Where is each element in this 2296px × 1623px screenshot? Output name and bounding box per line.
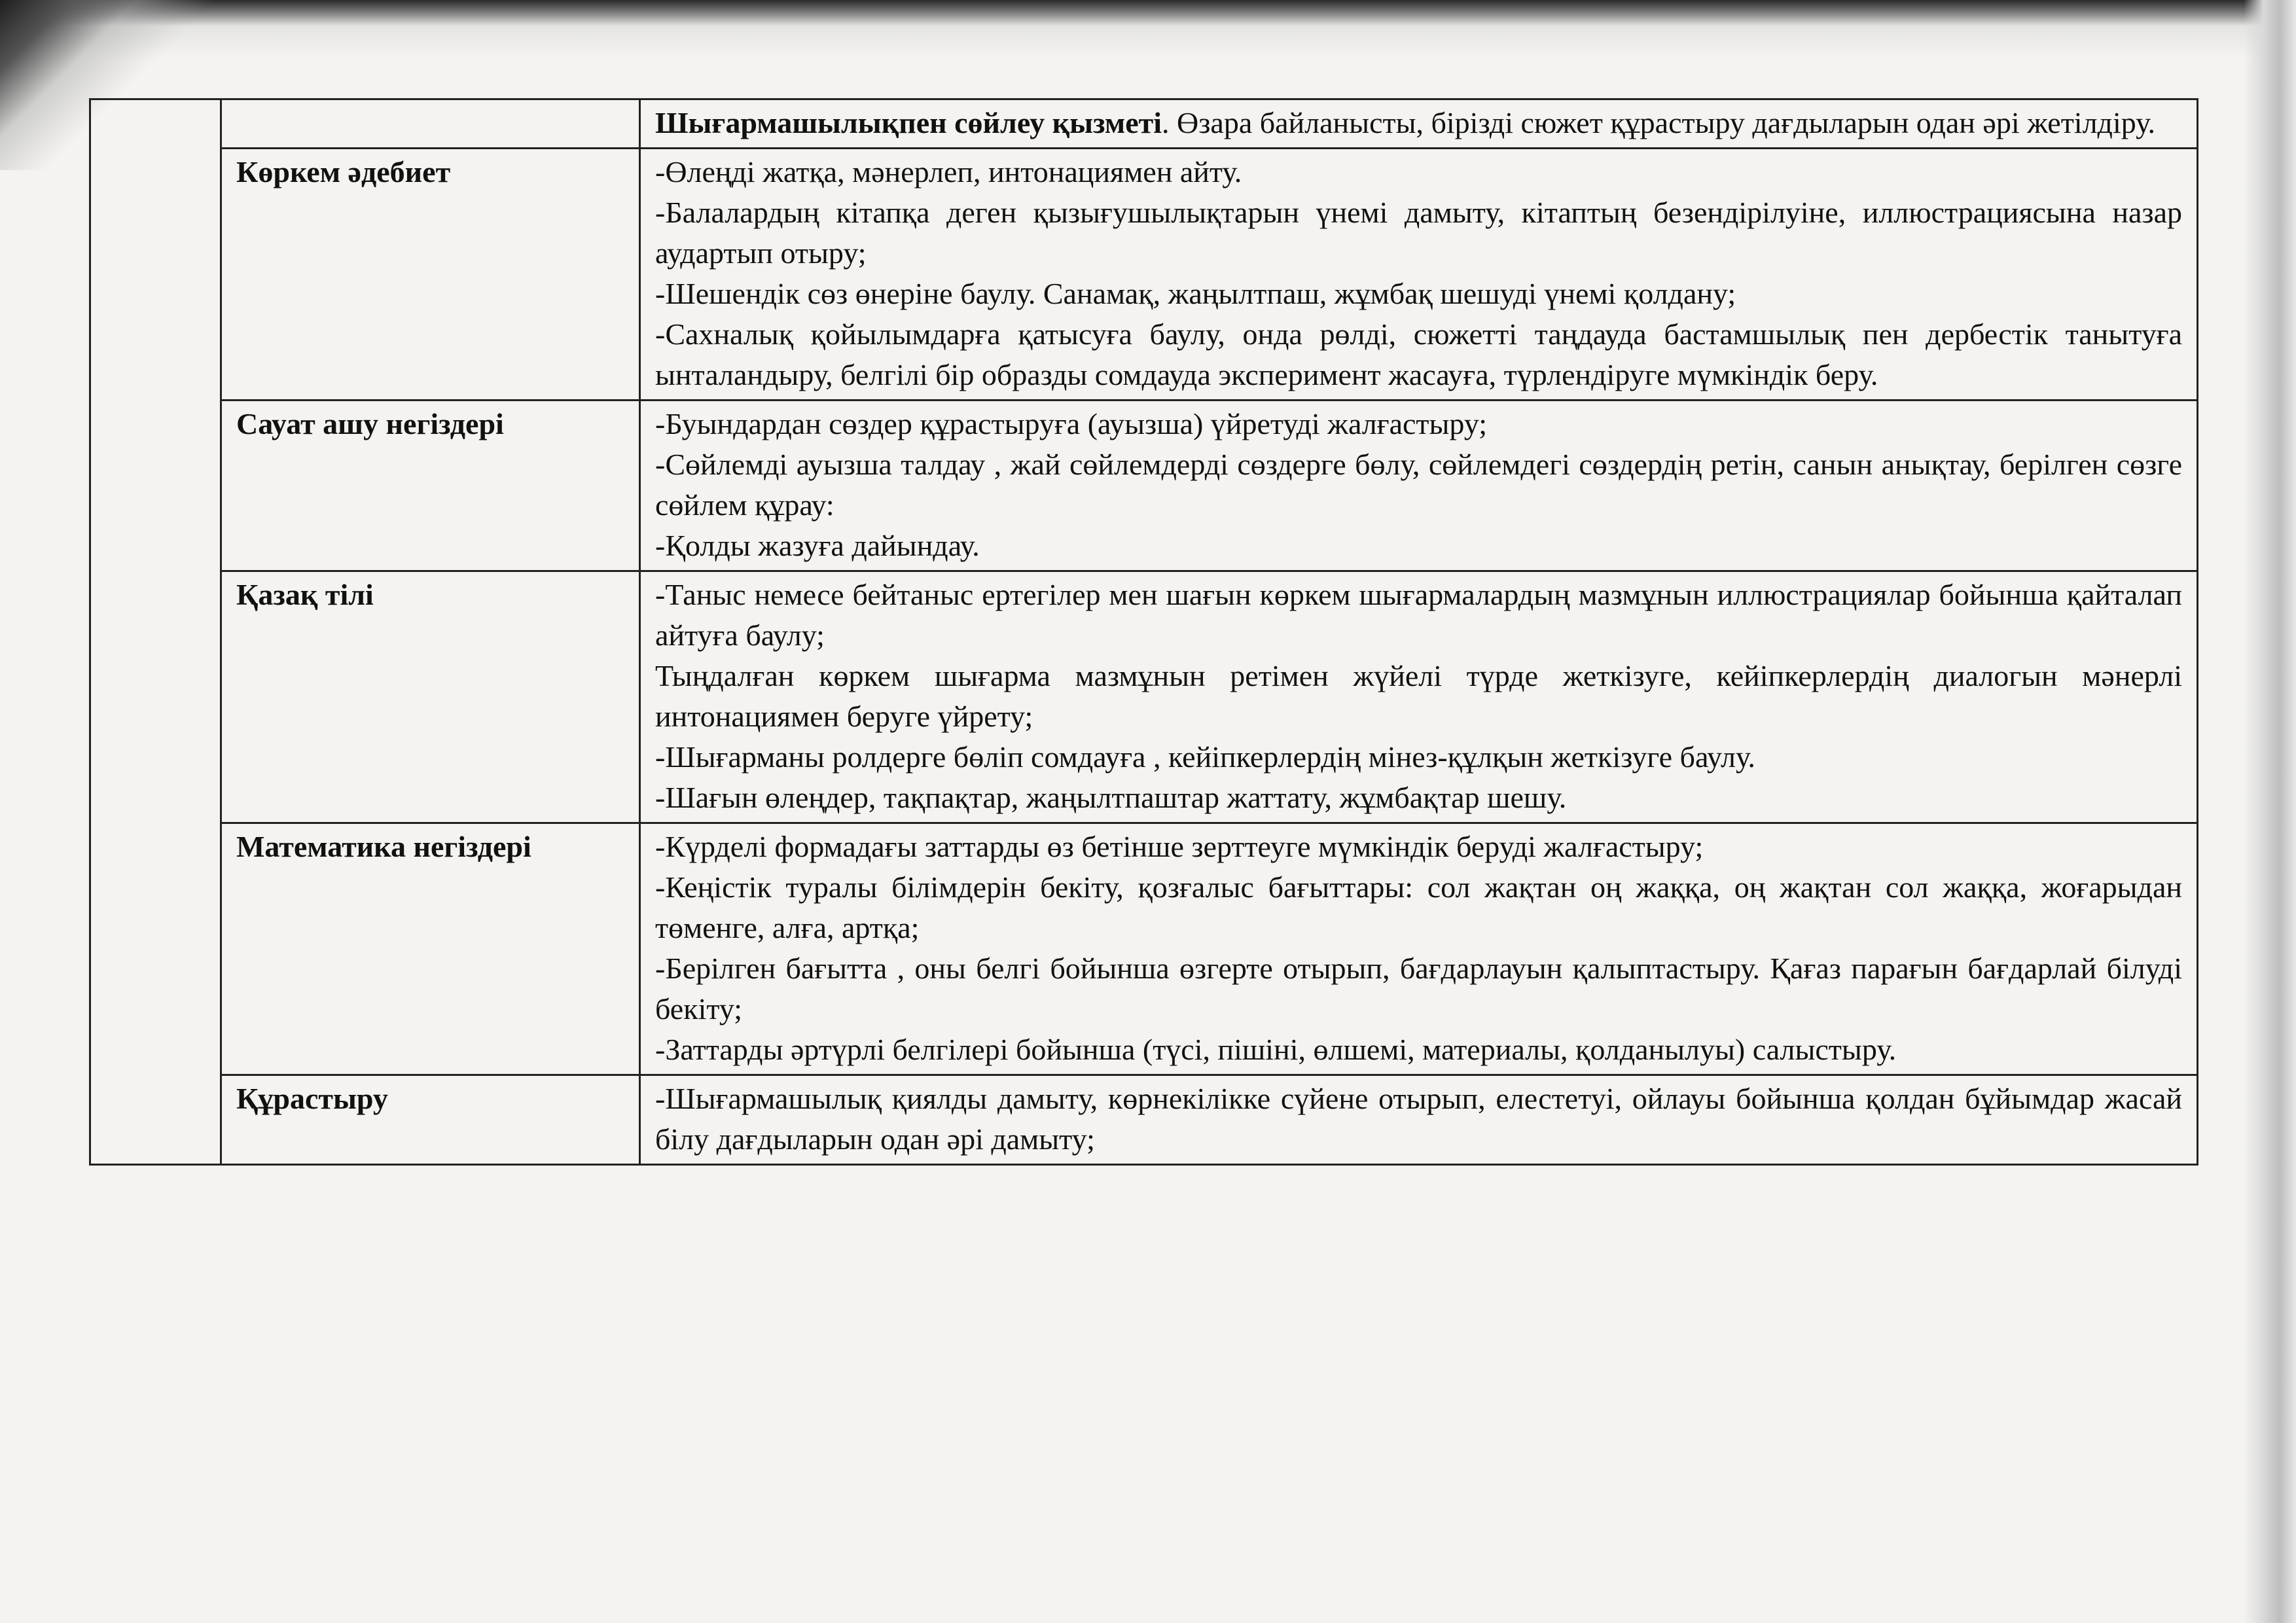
content-item: -Шешендік сөз өнеріне баулу. Санамақ, жаңылтпаш, жұмбақ шешуді үнемі қолдану; <box>655 277 1736 310</box>
content-cell <box>640 149 2198 401</box>
content-item: -Буындардан сөздер құрастыруға (ауызша) үйретуді жалғастыру; <box>655 407 1487 440</box>
subject-cell: Көркем әдебиет <box>221 149 640 401</box>
curriculum-table <box>89 98 2198 1166</box>
content-cell <box>640 823 2198 1075</box>
content-item: -Таныс немесе бейтаныс ертегілер мен шағын көркем шығармалардың мазмұнын иллюстрациялар бойынша қайталап айтуға баулу; <box>655 578 2182 652</box>
content-cell <box>640 1075 2198 1165</box>
table-row <box>90 823 2198 1075</box>
content-item: -Күрделі формадағы заттарды өз бетінше зерттеуге мүмкіндік беруді жалғастыру; <box>655 830 1704 863</box>
content-item: -Сөйлемді ауызша талдау , жай сөйлемдерді сөздерге бөлу, сөйлемдегі сөздердің ретін, санын анықтау, берілген сөзге сөйлем құрау: <box>655 448 2182 522</box>
content-cell-header <box>640 99 2198 149</box>
table-row <box>90 1075 2198 1165</box>
table-row <box>90 401 2198 571</box>
content-item: Тыңдалған көркем шығарма мазмұнын ретімен жүйелі түрде жеткізуге, кейіпкерлердің диалогын мәнерлі интонациямен беруге үйрету; <box>655 659 2182 733</box>
subject-cell: Қазақ тілі <box>221 571 640 823</box>
subject-cell-empty <box>221 99 640 149</box>
content-item: -Шығармашылық қиялды дамыту, көрнекілікке сүйене отырып, елестетуі, ойлауы бойынша қолдан бұйымдар жасай білу дағдыларын одан әрі дамыту; <box>655 1082 2182 1156</box>
subject-cell: Сауат ашу негіздері <box>221 401 640 571</box>
scan-page-edge <box>2244 0 2296 1623</box>
table-row <box>90 149 2198 401</box>
content-item: -Заттарды әртүрлі белгілері бойынша (түсі, пішіні, өлшемі, материалы, қолданылуы) салыстыру. <box>655 1033 1897 1066</box>
content-cell <box>640 571 2198 823</box>
content-item: -Кеңістік туралы білімдерін бекіту, қозғалыс бағыттары: сол жақтан оң жаққа, оң жақтан сол жаққа, жоғарыдан төменге, алға, артқа; <box>655 870 2182 944</box>
content-item: -Берілген бағытта , оны белгі бойынша өзгерте отырып, бағдарлауын қалыптастыру. Қағаз парағын бағдарлай білуді бекіту; <box>655 952 2182 1026</box>
subject-cell: Математика негіздері <box>221 823 640 1075</box>
content-item: -Өлеңді жатқа, мәнерлеп, интонациямен айту. <box>655 155 1242 188</box>
table-row-header <box>90 99 2198 149</box>
table-row <box>90 571 2198 823</box>
section-text: . Өзара байланысты, бірізді сюжет құрастыру дағдыларын одан әрі жетілдіру. <box>1162 106 2156 139</box>
content-item: -Шығарманы ролдерге бөліп сомдауға , кейіпкерлердің мінез-құлқын жеткізуге баулу. <box>655 740 1755 774</box>
content-item: -Сахналық қойылымдарға қатысуға баулу, онда рөлді, сюжетті таңдауда бастамшылық пен дербестік танытуға ынталандыру, белгілі бір образды сомдауда эксперимент жасауға, түрлендіруге мүмкіндік беру. <box>655 317 2182 391</box>
content-item: -Балалардың кітапқа деген қызығушылықтарын үнемі дамыту, кітаптың безендірілуіне, иллюстрациясына назар аудартып отыру; <box>655 196 2182 270</box>
content-item: -Қолды жазуға дайындау. <box>655 529 980 562</box>
subject-cell: Құрастыру <box>221 1075 640 1165</box>
section-title: Шығармашылықпен сөйлеу қызметі <box>655 106 1162 139</box>
content-cell <box>640 401 2198 571</box>
scan-shadow-top <box>0 0 2296 59</box>
margin-column <box>90 99 221 1165</box>
content-item: -Шағын өлеңдер, тақпақтар, жаңылтпаштар жаттату, жұмбақтар шешу. <box>655 781 1567 814</box>
